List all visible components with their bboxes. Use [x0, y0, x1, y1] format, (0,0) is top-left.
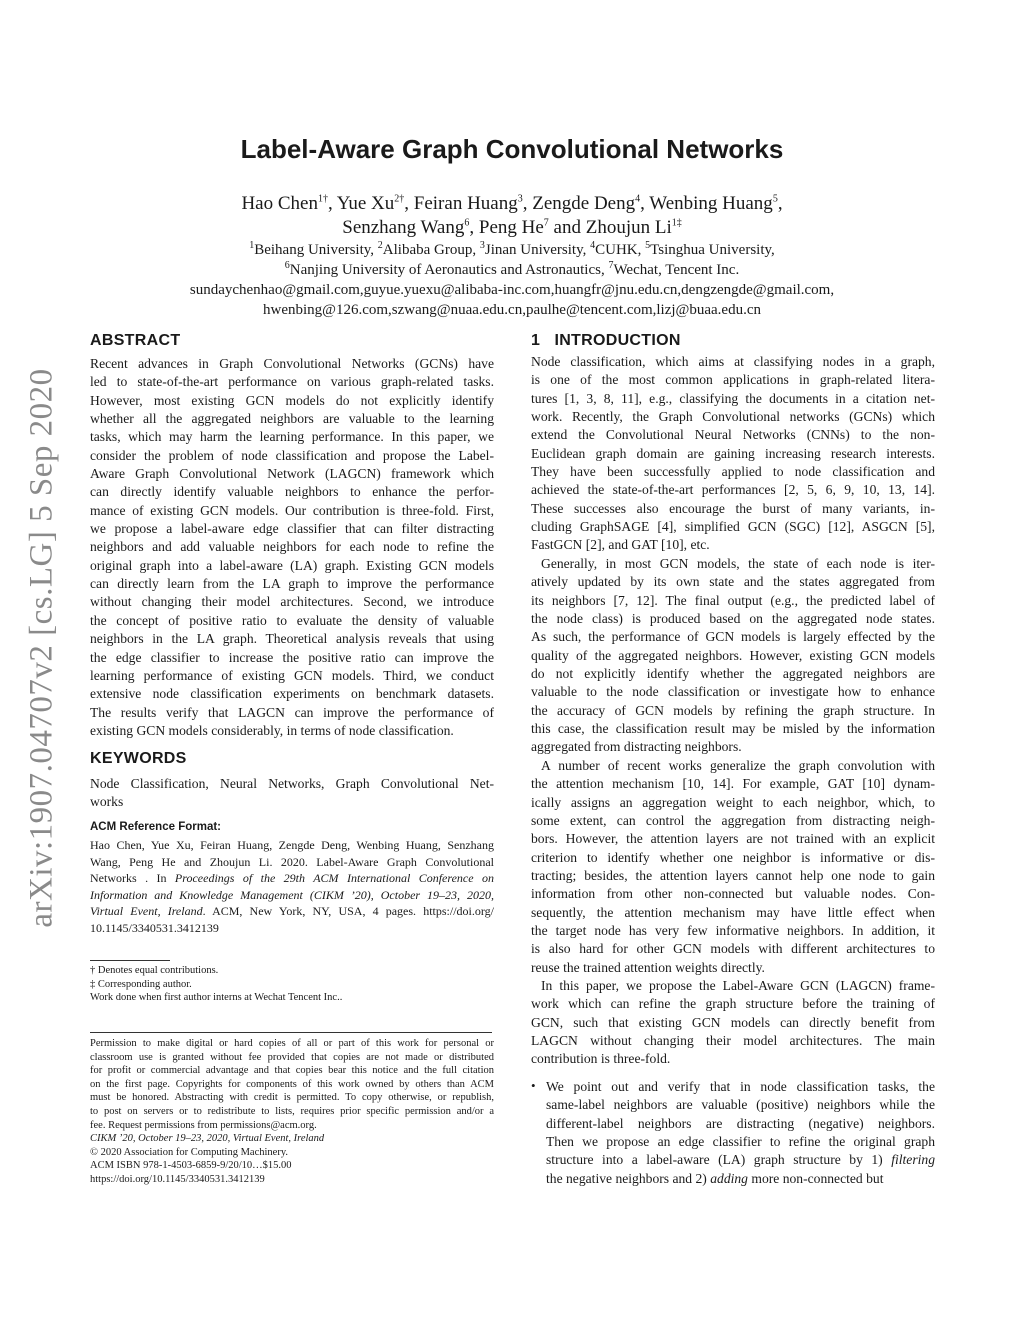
- text-line: The results verify that LAGCN can improve the performance of: [90, 704, 494, 720]
- text-line: Euclidean graph domain are gaining increasing research interests.: [531, 445, 935, 461]
- text-line: tasks, which may harm the learning performance. In this paper, we: [90, 429, 494, 445]
- text-line: the attention mechanism [10, 14]. For example, GAT [10] dynam-: [531, 776, 935, 792]
- paper-title: Label-Aware Graph Convolutional Networks: [240, 134, 784, 164]
- text-line: reuse the trained attention weights directly.: [531, 959, 765, 975]
- text-line: [90, 870, 494, 887]
- text-line: for profit or commercial advantage and that copies bear this notice and the full citation: [90, 1065, 494, 1077]
- text-line: different-label neighbors are distracting (negative) neighbors.: [546, 1115, 935, 1131]
- text-line: must be honored. Abstracting with credit is permitted. To copy otherwise, or republish,: [90, 1092, 494, 1104]
- text-line: learning performance of existing GCN models. Third, we conduct: [90, 667, 494, 683]
- italic-text: Information and Knowledge Management (CIKM ’20), October 19–23, 2020,: [90, 887, 494, 902]
- superscript: 6: [284, 260, 290, 271]
- text-line: the accuracy of GCN models by refining the graph structure. In: [531, 702, 935, 718]
- text-line: As such, the performance of GCN models is largely effected by the: [531, 629, 935, 645]
- arxiv-stamp: arXiv:1907.04707v2 [cs.LG] 5 Sep 2020: [23, 368, 60, 928]
- text-line: However, most existing GCN models do not explicitly identify: [90, 392, 494, 408]
- keywords-text: [90, 775, 494, 812]
- name-text: , Wenbing Huang: [640, 193, 773, 214]
- text-segment: the negative neighbors and 2): [546, 1170, 711, 1186]
- text-line: the edge classifier to increase the positive ratio can improve the: [90, 649, 494, 665]
- section-number: 1: [531, 332, 541, 349]
- text-line: ‡ Corresponding author.: [90, 978, 192, 990]
- permission-divider: [90, 1032, 492, 1033]
- name-text: , Zengde Deng: [522, 193, 636, 214]
- text-line: we propose a label-aware edge classifier that can filter distracting: [90, 521, 494, 537]
- superscript: 1†: [317, 193, 328, 205]
- text-line: ically assigns an aggregation weight to each neighbor, which, to: [531, 794, 935, 810]
- text-line: Generally, in most GCN models, the state of each node is iter-: [541, 556, 935, 571]
- italic-text: adding: [710, 1170, 748, 1186]
- text-line: same-label neighbors are valuable (positive) neighbors while the: [546, 1097, 935, 1113]
- text-line: whether all the aggregated neighbors are valuable to the learning: [90, 411, 494, 427]
- text-line: information from other non-connected but valuable nodes. Con-: [531, 886, 935, 902]
- name-text: ,: [777, 193, 783, 214]
- text-line: Work done when first author interns at Wechat Tencent Inc..: [90, 992, 343, 1004]
- name-text: , Feiran Huang: [404, 193, 518, 214]
- text-line: Permission to make digital or hard copies of all or part of this work for personal or: [90, 1038, 494, 1049]
- text-line: extend the Convolutional Neural Networks (CNNs) to the non-: [531, 427, 935, 443]
- text-line: Then we propose an edge classifier to refine the original graph: [546, 1134, 935, 1150]
- text-line: to post on servers or to redistribute to lists, requires prior specific permission and/or a: [90, 1105, 494, 1117]
- contribution-bullet-1: [546, 1078, 935, 1188]
- superscript: 5: [645, 240, 651, 251]
- text-line: quality of the aggregated neighbors. However, existing GCN models: [531, 647, 935, 663]
- text-line: criterion to identify whether one neighbor is informative or dis-: [531, 849, 935, 865]
- superscript: 1‡: [671, 217, 682, 229]
- intro-paragraph-1: [531, 353, 935, 555]
- name-text: , Peng He: [469, 217, 544, 238]
- text-line: on the first page. Copyrights for components of this work owned by others than ACM: [90, 1078, 494, 1090]
- intro-paragraph-2: [531, 555, 935, 757]
- superscript: 1: [249, 240, 255, 251]
- text-line: the target node has very few informative neighbors. In addition, it: [531, 923, 935, 939]
- text-line: the concept of positive ratio to evaluate the density of valuable: [90, 612, 494, 628]
- copyright: © 2020 Association for Computing Machinery.: [90, 1146, 289, 1158]
- text-line: bors. However, the attention layers are not trained with an explicit: [531, 831, 935, 847]
- text-line: led to state-of-the-art performance on various graph-related tasks.: [90, 374, 494, 390]
- text-line: Node classification, which aims at classifying nodes in a graph,: [531, 354, 935, 369]
- text-line: 10.1145/3340531.3412139: [90, 920, 219, 935]
- text-line: [90, 903, 494, 920]
- text-line: Node Classification, Neural Networks, Graph Convolutional Net-: [90, 776, 494, 791]
- text-line: existing GCN models considerably, in terms of node classification.: [90, 722, 454, 738]
- text-line: LAGCN without changing their model architectures. The main: [531, 1033, 935, 1049]
- text-line: is one of the most common applications in graph-related litera-: [531, 372, 935, 388]
- text-segment: Networks . In: [90, 871, 175, 885]
- italic-text: Virtual Event, Ireland: [90, 904, 203, 918]
- text-line: consider the problem of node classification and propose the Label-: [90, 447, 494, 463]
- text-line: Aware Graph Convolutional Network (LAGCN) framework which: [90, 466, 494, 482]
- email-line: hwenbing@126.com,szwang@nuaa.edu.cn,paulhe@tencent.com,lizj@buaa.edu.cn: [262, 302, 761, 318]
- name-text: , Yue Xu: [327, 193, 395, 214]
- permission-meta: [90, 1132, 494, 1186]
- name-text: Tsinghua University,: [650, 242, 775, 258]
- text-line: fee. Request permissions from permissions@acm.org.: [90, 1119, 317, 1131]
- text-line: atively updated by its own state and the states aggregated from: [531, 574, 935, 590]
- text-line: [90, 887, 494, 904]
- isbn: ACM ISBN 978-1-4503-6859-9/20/10…$15.00: [90, 1160, 292, 1172]
- superscript: 7: [543, 217, 549, 229]
- affiliations: [0, 240, 1024, 320]
- text-line: FastGCN [2], and GAT [10], etc.: [531, 537, 710, 553]
- text-line: † Denotes equal contributions.: [90, 965, 219, 976]
- text-line: We point out and verify that in node classification tasks, the: [546, 1079, 935, 1094]
- text-segment: . ACM, New York, NY, USA, 4 pages. https://doi.org/: [202, 904, 494, 918]
- section-title: INTRODUCTION: [554, 332, 681, 349]
- text-line: this case, the classification result may be misled by the information: [531, 721, 935, 737]
- email-line: sundaychenhao@gmail.com,guyue.yuexu@alibaba-inc.com,huangfr@jnu.edu.cn,dengzengde@gmail.com,: [189, 282, 835, 298]
- text-line: tracting; besides, the attention layers cannot help one node to gain: [531, 868, 935, 884]
- text-line: Wang, Peng He and Zhoujun Li. 2020. Label-Aware Graph Convolutional: [90, 854, 494, 869]
- text-line: tures [1, 3, 8, 11], e.g., classifying the documents in a citation net-: [531, 390, 935, 406]
- name-text: and Zhoujun Li: [548, 217, 672, 238]
- intro-paragraph-3: [531, 757, 935, 977]
- acm-reference-text: [90, 837, 494, 936]
- superscript: 3: [517, 193, 523, 205]
- text-line: A number of recent works generalize the graph convolution with: [541, 758, 935, 773]
- text-line: work. Recently, the Graph Convolutional networks (GCNs) which: [531, 409, 935, 425]
- intro-paragraph-4: [531, 977, 935, 1069]
- text-line: some extent, can control the aggregation from distracting neigh-: [531, 813, 935, 829]
- text-line: do not explicitly identify whether the aggregated neighbors are: [531, 666, 935, 682]
- permission-notice: [90, 1037, 494, 1132]
- text-line: In this paper, we propose the Label-Aware GCN (LAGCN) frame-: [541, 978, 935, 993]
- keywords-heading: KEYWORDS: [90, 750, 187, 767]
- bullet-icon: •: [531, 1078, 536, 1093]
- text-line: Hao Chen, Yue Xu, Feiran Huang, Zengde Deng, Wenbing Huang, Senzhang: [90, 838, 494, 852]
- text-segment: structure into a label-aware (LA) graph structure by 1): [546, 1152, 892, 1168]
- text-segment: more non-connected but: [747, 1170, 884, 1186]
- text-line: valuable to the node classification or investigate how to enhance: [531, 684, 935, 700]
- abstract-text: [90, 355, 494, 740]
- text-line: sequently, the attention mechanism may have little effect when: [531, 904, 935, 920]
- author-line: [0, 216, 1024, 240]
- text-line: can directly identify valuable neighbors to enhance the perfor-: [90, 484, 494, 500]
- name-text: Beihang University,: [254, 242, 378, 258]
- text-line: works: [90, 794, 124, 810]
- text-line: cluding GraphSAGE [4], simplified GCN (SGC) [12], ASGCN [5],: [531, 519, 935, 535]
- text-line: [546, 1151, 935, 1169]
- name-text: CUHK,: [595, 242, 646, 258]
- text-line: These successes also encourage the burst of many variants, in-: [531, 500, 935, 516]
- footnote-divider: [90, 960, 170, 961]
- text-line: [546, 1170, 935, 1188]
- affiliation-line: [0, 260, 1024, 280]
- text-line: aggregated from distracting neighbors.: [531, 739, 742, 755]
- text-line: can directly learn from the LA graph to improve the performance: [90, 576, 494, 592]
- name-text: Alibaba Group,: [382, 242, 480, 258]
- text-line: without changing their model architectures. Second, we introduce: [90, 594, 494, 610]
- text-line: mance of existing GCN models. Our contribution is three-fold. First,: [90, 502, 494, 518]
- superscript: 4: [635, 193, 641, 205]
- introduction-heading: [531, 332, 681, 350]
- text-line: is also hard for other GCN models with different architectures to: [531, 941, 935, 957]
- text-line: extensive node classification experiments on benchmark datasets.: [90, 686, 494, 702]
- text-line: its neighbors [7, 12]. The final output (e.g., the predicted label of: [531, 592, 935, 608]
- text-line: neighbors and add valuable neighbors for each node to refine the: [90, 539, 494, 555]
- text-line: classroom use is granted without fee provided that copies are not made or distributed: [90, 1051, 494, 1063]
- doi: https://doi.org/10.1145/3340531.3412139: [90, 1173, 265, 1185]
- text-line: the node class) is produced based on the aggregated node states.: [531, 611, 935, 627]
- superscript: 2: [377, 240, 383, 251]
- name-text: Senzhang Wang: [342, 217, 465, 238]
- superscript: 4: [590, 240, 596, 251]
- italic-text: filtering: [891, 1152, 935, 1168]
- italic-text: Proceedings of the 29th ACM International Conference on: [174, 871, 494, 885]
- affiliation-line: [0, 240, 1024, 260]
- name-text: Hao Chen: [241, 193, 318, 214]
- author-line: [0, 192, 1024, 216]
- name-text: Wechat, Tencent Inc.: [613, 262, 740, 278]
- superscript: 3: [479, 240, 485, 251]
- superscript: 7: [608, 260, 614, 271]
- text-line: achieved the state-of-the-art performances [2, 5, 6, 9, 10, 13, 14].: [531, 482, 935, 498]
- name-text: Jinan University,: [484, 242, 591, 258]
- text-line: original graph into a label-aware (LA) graph. Existing GCN models: [90, 557, 494, 573]
- abstract-heading: ABSTRACT: [90, 332, 181, 349]
- text-line: contribution is three-fold.: [531, 1051, 671, 1067]
- name-text: Nanjing University of Aeronautics and Astronautics,: [289, 262, 609, 278]
- text-line: neighbors in the LA graph. Theoretical analysis reveals that using: [90, 631, 494, 647]
- acm-reference-heading: ACM Reference Format:: [90, 821, 221, 833]
- text-line: GCN, such that existing GCN models can directly benefit from: [531, 1014, 935, 1030]
- footnotes: [90, 964, 494, 1005]
- text-line: work which can refine the graph structure before the training of: [531, 996, 935, 1012]
- superscript: 2†: [394, 193, 405, 205]
- text-line: Recent advances in Graph Convolutional Networks (GCNs) have: [90, 356, 494, 371]
- author-list: [0, 192, 1024, 240]
- venue: CIKM ’20, October 19–23, 2020, Virtual Event, Ireland: [90, 1133, 325, 1144]
- superscript: 5: [772, 193, 778, 205]
- text-line: They have been successfully applied to node classification and: [531, 464, 935, 480]
- superscript: 6: [464, 217, 470, 229]
